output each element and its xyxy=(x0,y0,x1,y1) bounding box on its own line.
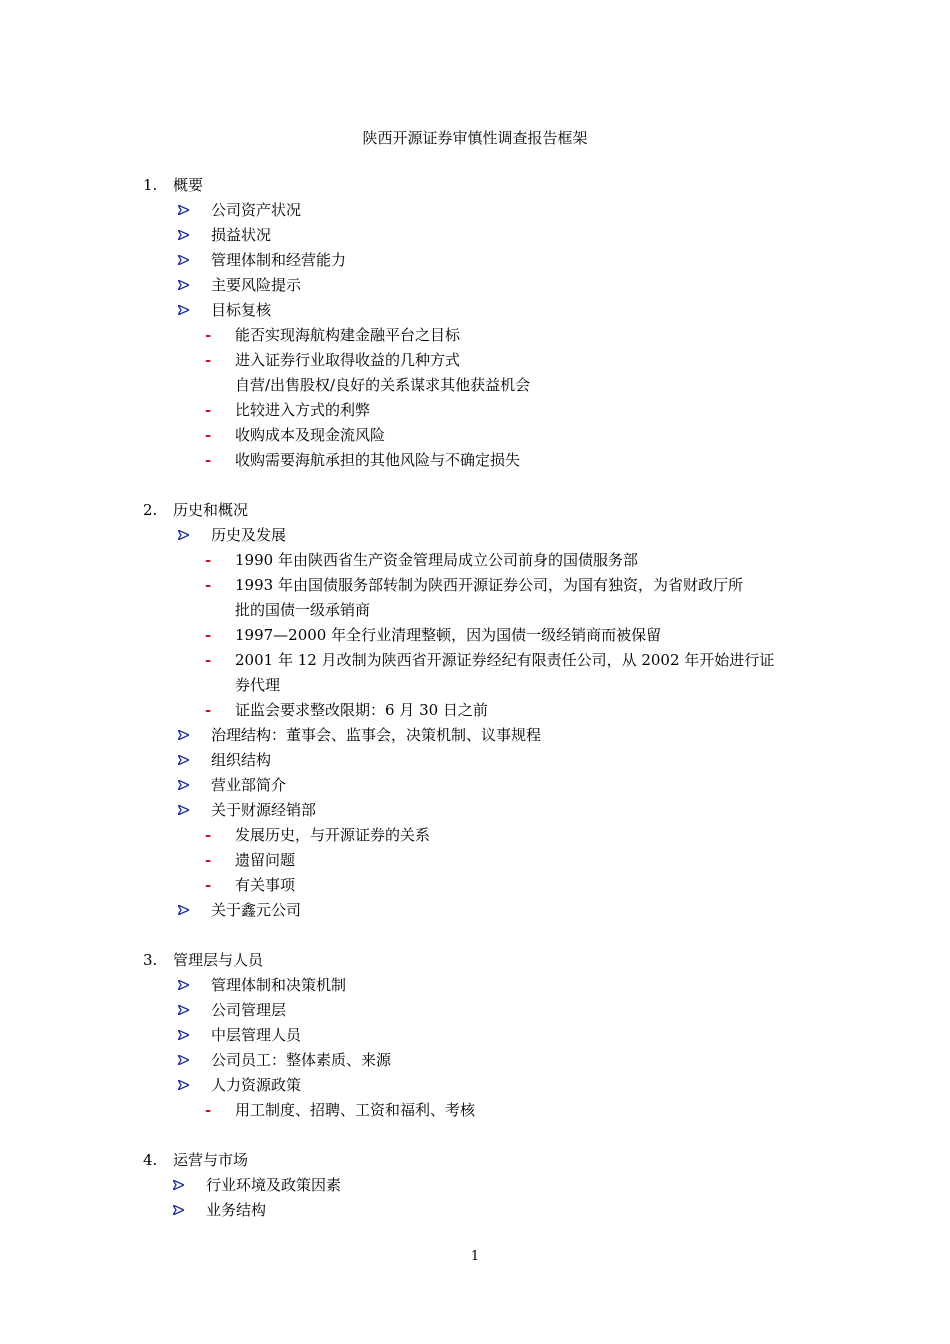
list-item: 管理体制和决策机制 xyxy=(211,976,347,994)
arrow-bullet-icon xyxy=(173,1180,184,1190)
section-number: 3. xyxy=(143,951,158,969)
sub-list-item: 用工制度、招聘、工资和福利、考核 xyxy=(235,1101,476,1119)
arrow-bullet-icon xyxy=(178,255,189,265)
list-item: 目标复核 xyxy=(211,301,272,319)
sub-list-item: 自营/出售股权/良好的关系谋求其他获益机会 xyxy=(235,376,531,394)
dash-bullet-icon: - xyxy=(205,451,212,469)
section-number: 4. xyxy=(143,1151,158,1169)
sub-list-item: 证监会要求整改限期：6 月 30 日之前 xyxy=(235,701,488,719)
arrow-bullet-icon xyxy=(178,730,189,740)
arrow-bullet-icon xyxy=(178,980,189,990)
section-number: 2. xyxy=(143,501,158,519)
arrow-bullet-icon xyxy=(178,1030,189,1040)
arrow-bullet-icon xyxy=(178,305,189,315)
sub-list-item: 1990 年由陕西省生产资金管理局成立公司前身的国债服务部 xyxy=(235,551,638,569)
sub-list-item: 收购成本及现金流风险 xyxy=(235,426,386,444)
list-item: 管理体制和经营能力 xyxy=(211,251,347,269)
list-item: 损益状况 xyxy=(211,226,272,244)
dash-bullet-icon: - xyxy=(205,426,212,444)
list-item: 历史及发展 xyxy=(211,526,287,544)
sub-list-item: 1993 年由国债服务部转制为陕西开源证券公司，为国有独资，为省财政厅所 xyxy=(235,576,743,594)
list-item: 主要风险提示 xyxy=(211,276,302,294)
dash-bullet-icon: - xyxy=(205,551,212,569)
sub-list-item: 能否实现海航构建金融平台之目标 xyxy=(235,326,461,344)
sub-list-item: 进入证券行业取得收益的几种方式 xyxy=(235,351,461,369)
sub-list-item: 收购需要海航承担的其他风险与不确定损失 xyxy=(235,451,521,469)
arrow-bullet-icon xyxy=(178,780,189,790)
list-item: 组织结构 xyxy=(211,751,272,769)
list-item: 人力资源政策 xyxy=(211,1076,302,1094)
section-heading: 运营与市场 xyxy=(173,1151,249,1169)
list-item: 业务结构 xyxy=(206,1201,267,1219)
sub-list-item: 发展历史，与开源证券的关系 xyxy=(235,826,431,844)
section-heading: 概要 xyxy=(173,176,204,194)
dash-bullet-icon: - xyxy=(205,576,212,594)
arrow-bullet-icon xyxy=(178,755,189,765)
sub-list-item: 1997—2000 年全行业清理整顿，因为国债一级经销商而被保留 xyxy=(235,626,662,644)
dash-bullet-icon: - xyxy=(205,626,212,644)
arrow-bullet-icon xyxy=(178,230,189,240)
list-item: 关于财源经销部 xyxy=(211,801,317,819)
sub-list-item: 批的国债一级承销商 xyxy=(235,601,371,619)
dash-bullet-icon: - xyxy=(205,326,212,344)
arrow-bullet-icon xyxy=(178,1055,189,1065)
section-heading: 历史和概况 xyxy=(173,501,249,519)
dash-bullet-icon: - xyxy=(205,401,212,419)
document-title: 陕西开源证券审慎性调查报告框架 xyxy=(362,129,588,147)
arrow-bullet-icon xyxy=(178,1080,189,1090)
dash-bullet-icon: - xyxy=(205,826,212,844)
dash-bullet-icon: - xyxy=(205,701,212,719)
sub-list-item: 遗留问题 xyxy=(235,851,296,869)
list-item: 中层管理人员 xyxy=(211,1026,302,1044)
dash-bullet-icon: - xyxy=(205,876,212,894)
arrow-bullet-icon xyxy=(178,905,189,915)
section-number: 1. xyxy=(143,176,158,194)
list-item: 关于鑫元公司 xyxy=(211,901,302,919)
list-item: 公司管理层 xyxy=(211,1001,287,1019)
list-item: 行业环境及政策因素 xyxy=(206,1176,342,1194)
arrow-bullet-icon xyxy=(178,205,189,215)
sub-list-item: 券代理 xyxy=(235,676,281,694)
sub-list-item: 比较进入方式的利弊 xyxy=(235,401,371,419)
arrow-bullet-icon xyxy=(178,1005,189,1015)
page-number: 1 xyxy=(470,1249,480,1264)
arrow-bullet-icon xyxy=(178,805,189,815)
list-item: 公司资产状况 xyxy=(211,201,302,219)
sub-list-item: 有关事项 xyxy=(235,876,296,894)
dash-bullet-icon: - xyxy=(205,1101,212,1119)
arrow-bullet-icon xyxy=(178,280,189,290)
sub-list-item: 2001 年 12 月改制为陕西省开源证券经纪有限责任公司，从 2002 年开始进行证 xyxy=(235,651,775,669)
dash-bullet-icon: - xyxy=(205,851,212,869)
list-item: 营业部简介 xyxy=(211,776,287,794)
dash-bullet-icon: - xyxy=(205,351,212,369)
dash-bullet-icon: - xyxy=(205,651,212,669)
list-item: 治理结构：董事会、监事会，决策机制、议事规程 xyxy=(211,726,542,744)
list-item: 公司员工：整体素质、来源 xyxy=(211,1051,392,1069)
arrow-bullet-icon xyxy=(173,1205,184,1215)
arrow-bullet-icon xyxy=(178,530,189,540)
section-heading: 管理层与人员 xyxy=(173,951,264,969)
